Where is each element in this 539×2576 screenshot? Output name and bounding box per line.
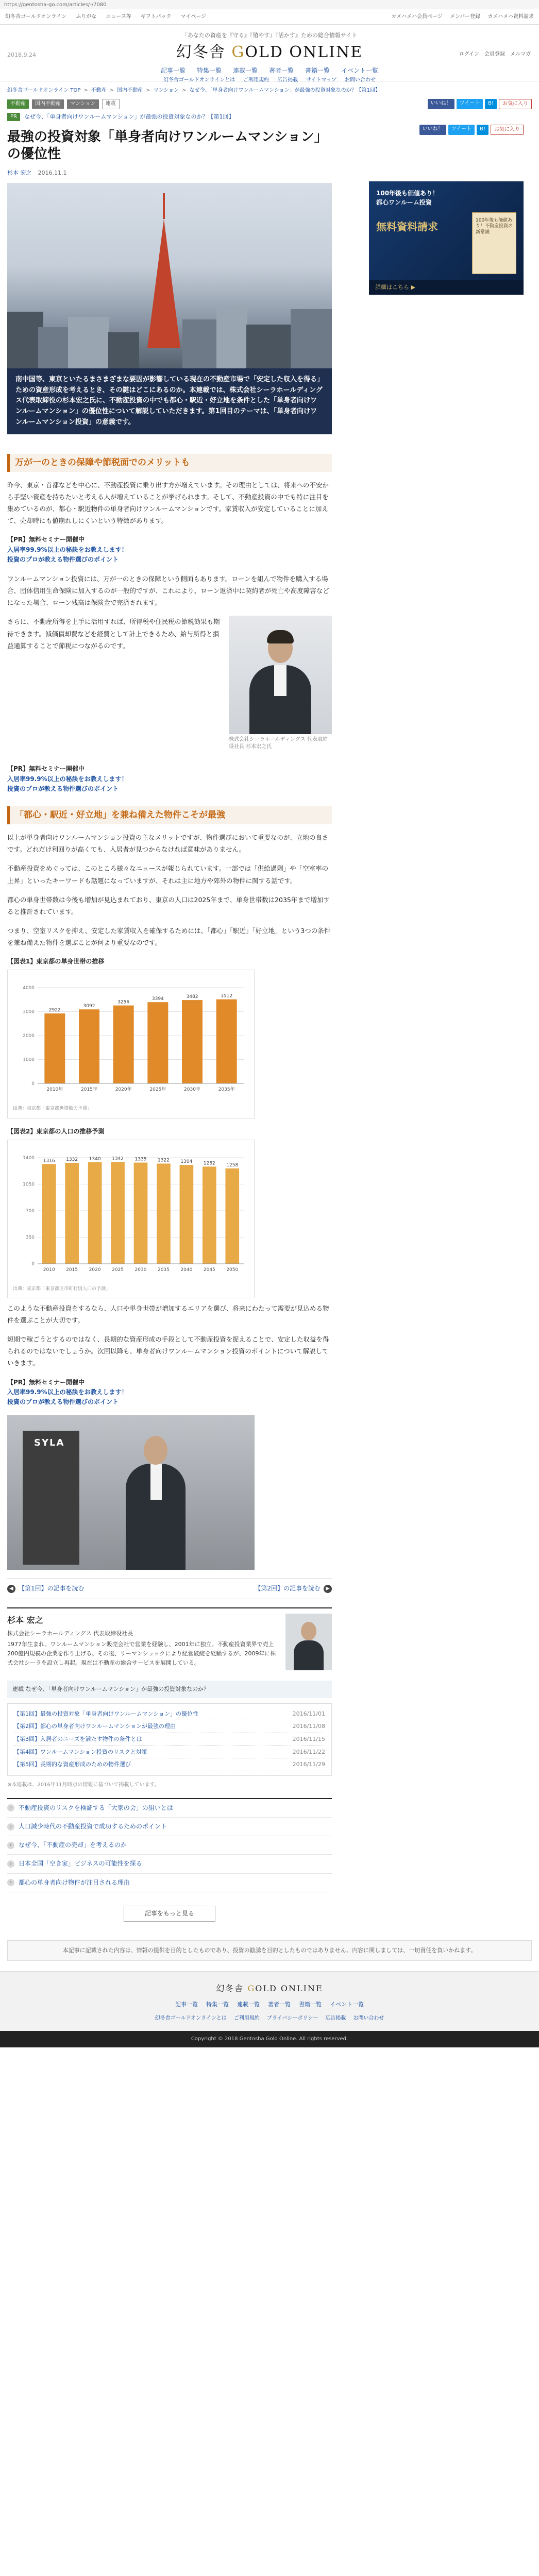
prev-label: 【第1回】の記事を読む	[19, 1585, 85, 1592]
utility-link[interactable]: ニュース等	[106, 13, 131, 20]
category-tags	[0, 97, 539, 111]
sidebar-ad-book-title: 100年後も価値あり！不動産投資の新常識	[476, 217, 513, 235]
share-row	[428, 99, 532, 109]
series-list-item[interactable]	[14, 1746, 325, 1759]
pr-label: 【PR】無料セミナー開催中	[7, 765, 85, 773]
series-item-date: 2016/11/15	[292, 1736, 325, 1743]
data-label: 1316	[43, 1158, 55, 1164]
masthead-link[interactable]: 会員登録	[484, 52, 505, 57]
masthead-link[interactable]: ログイン	[459, 52, 479, 57]
y-tick-label: 3000	[23, 1009, 35, 1015]
logo-g: G	[231, 43, 245, 61]
footer-logo-right: OLD ONLINE	[255, 1983, 323, 1993]
data-label: 1282	[203, 1161, 215, 1166]
x-tick-label: 2035	[157, 1267, 170, 1273]
chevron-left-icon: ◀	[7, 1585, 15, 1593]
pr-block	[7, 535, 332, 565]
office-photo	[7, 1415, 255, 1570]
x-tick-label: 2010年	[46, 1087, 63, 1093]
bar	[88, 1162, 102, 1264]
data-label: 1340	[89, 1156, 101, 1162]
paragraph: さらに、不動産所得を上手に活用すれば、所得税や住民税の節税効果も期待できます。減価償却費などを経費として計上できるため、給与所得と損益通算することで節税につながるのです。	[7, 618, 220, 650]
twitter-share-button[interactable]: ツイート	[457, 99, 483, 109]
portrait-hair	[267, 630, 294, 643]
global-nav-item[interactable]: 特集一覧	[196, 67, 222, 74]
sidebar-ad-cta: 無料資料請求	[376, 220, 438, 233]
byline	[7, 168, 332, 178]
chevron-right-icon: ›	[7, 1879, 14, 1886]
pr-link-1[interactable]: 入居率99.9%以上の秘訣をお教えします！	[7, 546, 128, 553]
y-tick-label: 0	[31, 1081, 35, 1087]
bar	[216, 999, 237, 1083]
author-box	[7, 1607, 332, 1675]
category-tag[interactable]: 国内不動産	[32, 99, 64, 109]
x-tick-label: 2025年	[149, 1087, 166, 1093]
mini-portrait-body	[294, 1640, 324, 1670]
section-heading-2: 「都心・駅近・好立地」を兼ね備えた物件こそが最強	[7, 806, 332, 824]
save-favorite-button[interactable]: お気に入り	[499, 99, 532, 109]
bar	[182, 1000, 203, 1083]
bar	[42, 1164, 56, 1264]
sidebar-ad-footer: 詳細はこちら ▶	[369, 280, 524, 295]
related-item[interactable]	[7, 1855, 332, 1873]
data-label: 3482	[186, 994, 198, 1000]
series-item-title[interactable]: 【第4回】ワンルームマンション投資のリスクと対策	[14, 1748, 147, 1755]
logo-text-left: 幻冬舎	[176, 43, 226, 61]
series-list-item[interactable]	[14, 1720, 325, 1733]
footer-nav-item[interactable]: 書籍一覧	[299, 2001, 322, 2008]
x-tick-label: 2040	[180, 1267, 193, 1273]
chevron-right-icon: ▶	[324, 1585, 332, 1593]
series-item-title[interactable]: 【第1回】最強の投資対象「単身者向けワンルームマンション」の優位性	[14, 1710, 199, 1717]
utility-link[interactable]: ギフトパック	[140, 13, 172, 20]
series-list-item[interactable]	[14, 1758, 325, 1771]
paragraph: つまり、空室リスクを抑え、安定した家賃収入を確保するためには、「都心」「駅近」「好立地」という3つの条件を兼ね備えた物件を選ぶことが何より重要なのです。	[7, 926, 331, 947]
sidebar-ad-book	[472, 212, 516, 274]
author-mini-portrait	[285, 1614, 332, 1670]
series-item-title[interactable]: 【第3回】入居者のニーズを満たす物件の条件とは	[14, 1736, 142, 1743]
office-sign-text: SYLA	[34, 1437, 65, 1449]
tagline: 「あなたの資産を『守る』『殖やす』『活かす』ための総合情報サイト	[181, 32, 358, 39]
footer-link[interactable]: 幻冬舎ゴールドオンラインとは	[155, 2015, 227, 2021]
footer-link[interactable]: 広告掲載	[325, 2015, 346, 2021]
paragraph: 以上が単身者向けワンルームマンション投資の主なメリットですが、物件選びにおいて重要なのが、立地の良さです。どれだけ利回りが高くても、入居者が見つからなければ意味がありません。	[7, 834, 329, 854]
x-tick-label: 2035年	[218, 1087, 235, 1093]
y-tick-label: 350	[25, 1235, 35, 1241]
data-label: 1258	[226, 1162, 239, 1168]
author-name: 杉本 宏之	[7, 1615, 43, 1625]
hero-image	[7, 183, 332, 368]
series-item-date: 2016/11/29	[292, 1761, 325, 1768]
site-logo[interactable]	[0, 40, 539, 65]
series-item-date: 2016/11/01	[292, 1710, 325, 1717]
pr-block-2	[7, 764, 332, 794]
related-item-title[interactable]: 人口減少時代の不動産投資で成功するためのポイント	[19, 1823, 167, 1831]
x-tick-label: 2020	[89, 1267, 101, 1273]
x-tick-label: 2030年	[184, 1087, 200, 1093]
facebook-share-button[interactable]: いいね！	[428, 99, 454, 109]
utility-link[interactable]: マイページ	[180, 13, 207, 20]
footer-logo[interactable]	[0, 1982, 539, 1995]
y-tick-label: 2000	[23, 1033, 35, 1039]
footer-nav-item[interactable]: イベント一覧	[330, 2001, 364, 2008]
utility-bar	[0, 9, 539, 25]
bar	[147, 1003, 168, 1084]
figure-2-title: 【図表2】東京都の人口の推移予測	[7, 1127, 105, 1135]
y-tick-label: 1400	[23, 1155, 35, 1161]
author-portrait	[229, 616, 332, 734]
breadcrumb-separator: >	[182, 88, 187, 93]
related-item[interactable]	[7, 1836, 332, 1855]
utility-right	[391, 13, 534, 21]
bar	[79, 1010, 99, 1084]
article-note: ※本連載は、2016年11月時点の情報に基づいて掲載しています。	[7, 1782, 160, 1788]
breadcrumb-separator: >	[83, 88, 88, 93]
x-tick-label: 2015	[66, 1267, 78, 1273]
save-favorite-button[interactable]: お気に入り	[491, 125, 524, 135]
bar	[180, 1165, 194, 1264]
global-nav-item[interactable]: 記事一覧	[160, 67, 186, 74]
category-tag[interactable]: 不動産	[7, 99, 29, 109]
breadcrumb-item: なぜ今、「単身者向けワンルームマンション」が最強の投資対象なのか？【第1回】	[189, 88, 380, 93]
pr-link-2[interactable]: 投資のプロが教える物件選びのポイント	[7, 1398, 119, 1405]
related-item[interactable]	[7, 1874, 332, 1892]
pr-link-2[interactable]: 投資のプロが教える物件選びのポイント	[7, 555, 119, 563]
x-tick-label: 2050	[226, 1267, 239, 1273]
masthead-date: 2018.9.24	[7, 52, 36, 58]
chart-1-svg	[13, 975, 250, 1099]
utility-link[interactable]: 幻冬舎ゴールドオンライン	[5, 13, 67, 20]
bar	[111, 1162, 125, 1263]
portrait-shirt	[274, 665, 287, 696]
article-pager	[7, 1578, 332, 1599]
series-connect[interactable]: 連載 なぜ今、「単身者向けワンルームマンション」が最強の投資対象なのか？	[7, 1681, 332, 1698]
bar	[225, 1168, 239, 1264]
data-label: 1342	[112, 1156, 124, 1162]
masthead-right-links	[459, 50, 531, 59]
url-strip: https://gentosha-go.com/articles/-/7080	[0, 0, 539, 9]
series-list-item[interactable]	[14, 1733, 325, 1746]
disclaimer: 本記事に記載された内容は、情報の提供を目的としたものであり、投資の勧誘を目的としたものではありません。内容に関しましては、一切責任を負いかねます。	[7, 1940, 532, 1961]
series-item-title[interactable]: 【第2回】都心の単身者向けワンルームマンションが最強の理由	[14, 1723, 176, 1730]
global-nav-item[interactable]: イベント一覧	[341, 67, 379, 74]
bar	[203, 1166, 216, 1264]
sidebar-ad[interactable]	[369, 181, 524, 295]
related-item-title[interactable]: なぜ今、「不動産の売却」を考えるのか	[19, 1841, 127, 1849]
sub-nav-item[interactable]: お問い合わせ	[345, 77, 376, 83]
breadcrumb-item[interactable]: 国内不動産	[117, 88, 143, 93]
author-bio: 1977年生まれ。ワンルームマンション販売会社で営業を経験し、2001年に独立。不動産投資業界で売上200億円規模の企業を作り上げる。その後、リーマンショックにより経営破綻を経験するが、2009年に株式会社シーラを設立し再起。現在は不動産の総合サービスを展開している。	[7, 1641, 276, 1666]
facebook-share-button[interactable]: いいね！	[419, 125, 446, 135]
sub-nav-item[interactable]: 広告掲載	[277, 77, 298, 83]
paragraph: 都心の単身世帯数は今後も増加が見込まれており、東京の人口は2025年まで、単身世帯数は2035年まで増加すると推計されています。	[7, 895, 330, 916]
related-item-title[interactable]: 日本全国「空き家」ビジネスの可能性を探る	[19, 1860, 142, 1868]
logo-text-right: OLD ONLINE	[245, 43, 363, 61]
hatena-bookmark-button[interactable]: B!	[477, 125, 489, 135]
utility-link[interactable]: メンバー登録	[449, 13, 481, 20]
breadcrumb-separator: >	[146, 88, 150, 93]
chevron-right-icon: ›	[7, 1842, 14, 1849]
footer-nav-item[interactable]: 特集一覧	[206, 2001, 229, 2008]
series-title-link[interactable]: なぜ今、「単身者向けワンルームマンション」が最強の投資対象なのか？【第1回】	[24, 113, 234, 120]
figure-2-note: 出典：東京都「東京都区市町村別人口の予測」	[13, 1286, 111, 1292]
series-list-item[interactable]	[14, 1708, 325, 1721]
bar	[44, 1013, 65, 1083]
footer-nav-item[interactable]: 著者一覧	[268, 2001, 291, 2008]
breadcrumb-item[interactable]: 幻冬舎ゴールドオンライン TOP	[7, 88, 81, 93]
series-item-date: 2016/11/08	[292, 1723, 325, 1730]
y-tick-label: 1050	[23, 1182, 35, 1188]
chart-2-svg	[13, 1145, 250, 1279]
footer-link[interactable]: ご利用規約	[233, 2015, 260, 2021]
article-summary: 南中国等、東京といたるまさまざまな要因が影響している現在の不動産市場で「安定した収入を得る」ための資産形成を考えるとき、その鍵はどこにあるのか。本連載では、株式会社シーラホールディングス代表取締役の杉本宏之氏に、不動産投資の中でも都心・駅近・好立地を条件とした「単身者向けワンルームマンション」の優位性について解説していただきます。第1回目のテーマは、「単身者向けワンルームマンション投資」の意義です。	[7, 368, 332, 434]
pr-link-1[interactable]: 入居率99.9%以上の秘訣をお教えします！	[7, 1388, 128, 1396]
footer	[0, 1971, 539, 2031]
paragraph: ワンルームマンション投資には、万が一のときの保障という側面もあります。ローンを組んで物件を購入する場合、団体信用生命保険に加入するのが一般的ですが、これにより、ローン返済中に契約者が死亡や高度障害などになった場合、ローン残高は保険金で完済されます。	[7, 575, 329, 607]
data-label: 3092	[83, 1004, 95, 1009]
sub-nav-item[interactable]: ご利用規約	[243, 77, 270, 83]
figure-1-note: 出典：東京都「東京都世帯数の予測」	[13, 1106, 92, 1112]
author-text	[7, 1614, 278, 1670]
bar	[113, 1006, 134, 1083]
x-tick-label: 2025	[112, 1267, 124, 1273]
footer-logo-g: G	[247, 1983, 256, 1993]
series-item-title[interactable]: 【第5回】長期的な資産形成のための物件選び	[14, 1761, 131, 1768]
hero-buildings	[7, 307, 332, 368]
pr-link-1[interactable]: 入居率99.9%以上の秘訣をお教えします！	[7, 775, 128, 783]
sidebar-share	[345, 125, 524, 135]
article	[7, 125, 332, 1930]
section-heading-1: 万が一のときの保障や節税面でのメリットも	[7, 454, 332, 472]
y-tick-label: 0	[31, 1261, 35, 1267]
y-tick-label: 700	[25, 1208, 35, 1214]
breadcrumb-separator: >	[109, 88, 114, 93]
sub-nav-item[interactable]: 幻冬舎ゴールドオンラインとは	[163, 77, 235, 83]
footer-link[interactable]: プライバシーポリシー	[266, 2015, 318, 2021]
twitter-share-button[interactable]: ツイート	[448, 125, 475, 135]
more-articles-button[interactable]: 記事をもっと見る	[124, 1906, 215, 1922]
data-label: 1332	[66, 1157, 78, 1162]
author-role: 株式会社シーラホールディングス 代表取締役社長	[7, 1630, 133, 1637]
photo-caption: 株式会社シーラホールディングス 代表取締役社長 杉本宏之氏	[229, 737, 328, 750]
hatena-bookmark-button[interactable]: B!	[485, 99, 497, 109]
next-article-link[interactable]	[255, 1584, 332, 1594]
utility-link[interactable]: カメハメハ会員ページ	[391, 13, 443, 20]
office-sign	[23, 1431, 79, 1565]
global-nav	[0, 66, 539, 76]
related-item[interactable]	[7, 1818, 332, 1836]
data-label: 1335	[134, 1157, 147, 1162]
x-tick-label: 2015年	[81, 1087, 97, 1093]
paragraph: 不動産投資をめぐっては、このところ様々なニュースが報じられています。一部では「供給過剰」や「空室率の上昇」といったキーワードも話題になっていますが、それは主に地方や郊外の物件に関する話です。	[7, 865, 329, 885]
footer-nav-item[interactable]: 連載一覧	[237, 2001, 260, 2008]
figure-2-chart	[7, 1140, 255, 1298]
prev-article-link[interactable]	[7, 1584, 85, 1594]
author-link[interactable]: 杉本 宏之	[7, 170, 32, 177]
article-title: 最強の投資対象「単身者向けワンルームマンション」の優位性	[7, 129, 328, 162]
pr-label: 【PR】無料セミナー開催中	[7, 536, 85, 544]
next-label: 【第2回】の記事を読む	[255, 1585, 321, 1592]
utility-left	[5, 13, 206, 21]
author-photo	[229, 616, 332, 751]
paragraph: 短期で稼ごうとするのではなく、長期的な資産形成の手段として不動産投資を捉えることで、安定した収益を得られるのではないでしょうか。次回以降も、単身者向けワンルームマンション投資のポイントについて解説していきます。	[7, 1335, 329, 1367]
series-list	[7, 1703, 332, 1776]
utility-link[interactable]: ふりがな	[76, 13, 97, 20]
related-item-title[interactable]: 不動産投資のリスクを検証する「大家の会」の狙いとは	[19, 1804, 173, 1811]
global-nav-item[interactable]: 書籍一覧	[305, 67, 330, 74]
sidebar	[345, 125, 524, 1930]
chevron-right-icon: ›	[7, 1823, 14, 1831]
chevron-right-icon: ›	[7, 1804, 14, 1811]
sub-nav	[0, 76, 539, 84]
series-head	[0, 111, 539, 125]
footer-links	[0, 2014, 539, 2023]
figure-1-chart	[7, 970, 255, 1118]
y-tick-label: 1000	[23, 1057, 35, 1063]
sub-nav-item[interactable]: サイトマップ	[306, 77, 337, 83]
chevron-right-icon: ›	[7, 1860, 14, 1868]
utility-link[interactable]: カメハメハ資料請求	[487, 13, 534, 20]
mini-portrait-head	[301, 1622, 316, 1640]
pr-block-3	[7, 1378, 332, 1408]
breadcrumb-item[interactable]: 不動産	[91, 88, 107, 93]
data-label: 3512	[221, 994, 233, 999]
bar	[134, 1162, 148, 1263]
article-date: 2016.11.1	[38, 170, 67, 177]
office-person-head	[144, 1436, 167, 1465]
related-item-title[interactable]: 都心の単身者向け物件が注目される理由	[19, 1878, 130, 1886]
more-articles	[7, 1906, 332, 1922]
global-nav-item[interactable]: 著者一覧	[269, 67, 294, 74]
data-label: 3394	[151, 996, 164, 1002]
footer-logo-left: 幻冬舎	[216, 1983, 244, 1993]
pr-label: 【PR】無料セミナー開催中	[7, 1378, 85, 1386]
category-tag[interactable]: マンション	[67, 99, 99, 109]
paragraph: 昨今、東京・首都などを中心に、不動産投資に乗り出す方が増えています。その理由としては、将来への不安から手堅い資産を持ちたいと考える人が増えていることが挙げられます。そして、不動産投資の中でも特に注目を集めているのが、都心・駅近物件の単身者向けワンルームマンションです。家賃収入が安定していることに加えて、売却時にも値崩れしにくいという特徴があります。	[7, 481, 329, 525]
x-tick-label: 2020年	[115, 1087, 132, 1093]
sidebar-ad-headline: 100年後も価値あり！ 都心ワンルーム投資	[376, 189, 439, 206]
series-tag[interactable]: 連載	[102, 99, 120, 109]
footer-nav-item[interactable]: 記事一覧	[175, 2001, 198, 2008]
pr-link-2[interactable]: 投資のプロが教える物件選びのポイント	[7, 785, 119, 792]
pr-badge: PR	[7, 113, 20, 121]
data-label: 1304	[180, 1159, 193, 1164]
x-tick-label: 2045	[203, 1267, 215, 1273]
footer-nav	[0, 2000, 539, 2009]
breadcrumb-item[interactable]: マンション	[153, 88, 179, 93]
masthead	[0, 25, 539, 81]
footer-link[interactable]: お問い合わせ	[353, 2015, 384, 2021]
series-item-date: 2016/11/22	[292, 1748, 325, 1755]
y-tick-label: 4000	[23, 986, 35, 991]
related-list	[7, 1798, 332, 1892]
x-tick-label: 2010	[43, 1267, 55, 1273]
hero-tower-antenna	[163, 193, 165, 219]
copyright: Copyright © 2018 Gentosha Gold Online. All rights reserved.	[0, 2031, 539, 2047]
related-item[interactable]	[7, 1799, 332, 1818]
bar	[157, 1163, 171, 1264]
bar	[65, 1163, 79, 1264]
data-label: 1322	[157, 1158, 170, 1163]
data-label: 2922	[48, 1008, 61, 1013]
masthead-link[interactable]: メルマガ	[510, 52, 531, 57]
paragraph: このような不動産投資をするなら、人口や単身世帯が増加するエリアを選び、将来にわたって需要が見込める物件を選ぶことが大切です。	[7, 1304, 329, 1325]
x-tick-label: 2030	[134, 1267, 147, 1273]
main	[0, 125, 539, 1930]
office-person-shirt	[150, 1464, 162, 1500]
global-nav-item[interactable]: 連載一覧	[232, 67, 258, 74]
data-label: 3256	[117, 999, 130, 1005]
figure-1-title: 【図表1】東京都の単身世帯の推移	[7, 958, 105, 965]
